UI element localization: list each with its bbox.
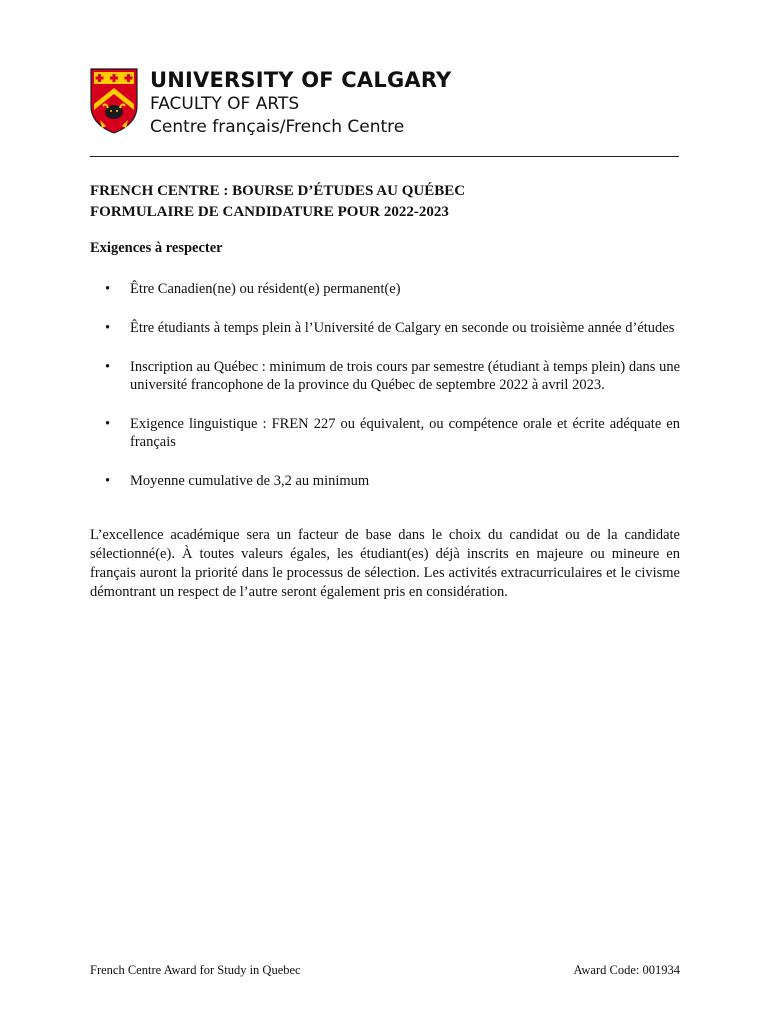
university-wordmark — [150, 70, 451, 136]
university-crest-icon — [90, 68, 138, 134]
title-line-2: FORMULAIRE DE CANDIDATURE POUR 2022-2023 — [90, 204, 449, 220]
bullet: • — [105, 473, 111, 489]
requirements-heading: Exigences à respecter — [90, 240, 223, 256]
requirement-item — [90, 280, 680, 298]
bullet: • — [105, 320, 111, 336]
faculty-name: FACULTY OF ARTS — [150, 94, 300, 114]
requirement-text: Inscription au Québec : minimum de trois cours par semestre (étudiant à temps plein) dans une université francophone de la province du Québec de septembre 2022 à avril 2023. — [130, 359, 680, 393]
requirement-text: Exigence linguistique : FREN 227 ou équivalent, ou compétence orale et écrite adéquate en français — [130, 416, 680, 450]
requirement-text: Moyenne cumulative de 3,2 au minimum — [130, 473, 370, 489]
requirement-item — [90, 415, 680, 451]
requirements-list — [90, 280, 680, 511]
requirement-text: Être étudiants à temps plein à l’Université de Calgary en seconde ou troisième année d’études — [130, 320, 675, 336]
selection-criteria-paragraph: L’excellence académique sera un facteur de base dans le choix du candidat ou de la candidate sélectionné(e). À toutes valeurs égales, les étudiant(es) déjà inscrits en majeure ou mineure en français auront la priorité dans le processus de sélection. Les activités extracurriculaires et le civisme démontrant un respect de l’autre seront également pris en considération. — [90, 527, 680, 600]
requirement-item — [90, 319, 680, 337]
footer-award-name: French Centre Award for Study in Quebec — [90, 963, 301, 977]
centre-name: Centre français/French Centre — [150, 117, 405, 137]
bullet: • — [105, 359, 111, 375]
requirement-item — [90, 472, 680, 490]
bullet: • — [105, 416, 111, 432]
requirement-text: Être Canadien(ne) ou résident(e) permanent(e) — [130, 281, 401, 297]
requirement-item — [90, 358, 680, 394]
title-line-1: FRENCH CENTRE : BOURSE D’ÉTUDES AU QUÉBEC — [90, 183, 466, 199]
university-name: UNIVERSITY OF CALGARY — [150, 68, 452, 92]
footer-award-code: Award Code: 001934 — [573, 963, 680, 977]
document-title — [90, 181, 690, 223]
bullet: • — [105, 281, 111, 297]
letterhead — [90, 68, 510, 138]
header-divider — [90, 156, 679, 157]
